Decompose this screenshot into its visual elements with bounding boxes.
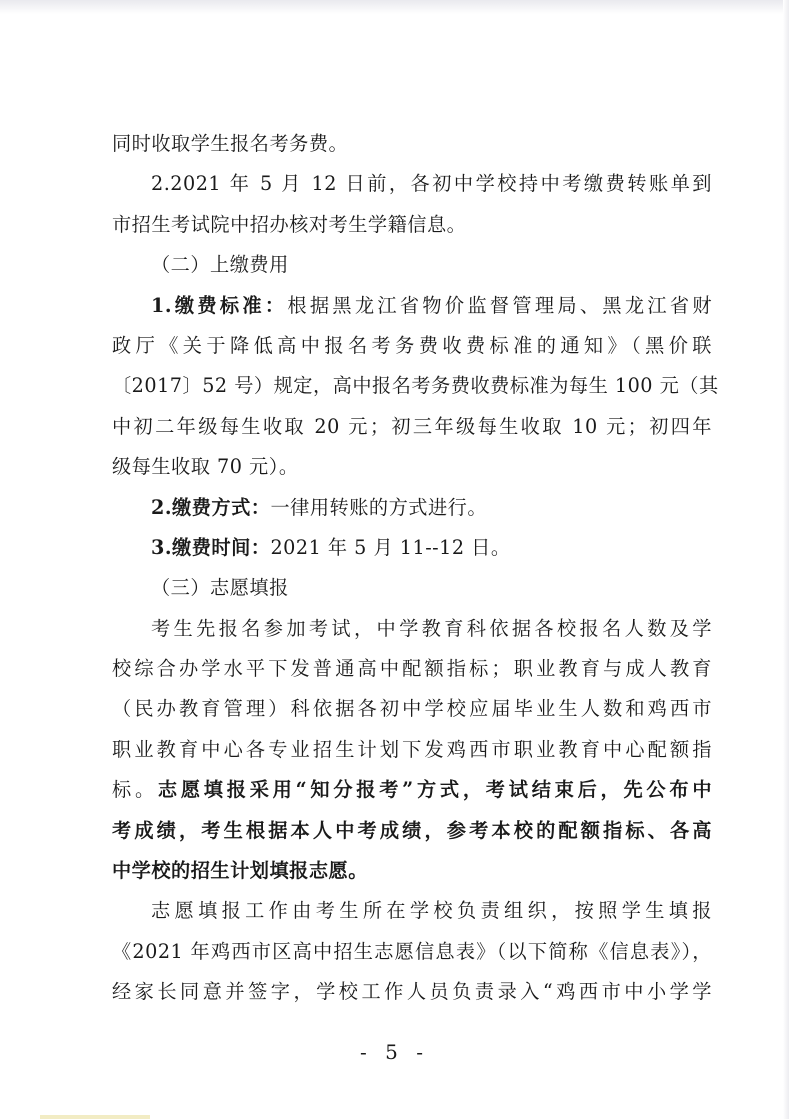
item-label: 1.缴费标准： (151, 293, 288, 317)
paragraph-line: 市招生考试院中招办核对考生学籍信息。 (112, 212, 467, 236)
paragraph-line: 志愿填报工作由考生所在学校负责组织，按照学生填报 (151, 899, 712, 923)
paragraph-line: 级每生收取 70 元）。 (112, 455, 299, 479)
paragraph-line: 政厅《关于降低高中报名考务费收费标准的通知》（黑价联 (112, 333, 712, 357)
paragraph-line (112, 286, 712, 326)
item-text: 2021 年 5 月 11--12 日。 (270, 535, 511, 559)
item-text: 根据黑龙江省物价监督管理局、黑龙江省财 (287, 293, 713, 317)
scan-edge-top (0, 0, 789, 14)
item-label: 3.缴费时间： (151, 535, 271, 559)
paragraph-line: 校综合办学水平下发普通高中配额指标；职业教育与成人教育 (112, 657, 712, 681)
scan-edge-tab (40, 1115, 150, 1119)
page-number: - 5 - (360, 1040, 429, 1064)
paragraph-line: 考成绩，考生根据本人中考成绩，参考本校的配额指标、各高 (112, 818, 712, 842)
paragraph-line: 中初二年级每生收取 20 元；初三年级每生收取 10 元；初四年 (112, 414, 712, 438)
paragraph-line: 2.2021 年 5 月 12 日前，各初中学校持中考缴费转账单到 (151, 172, 712, 196)
item-text: 标。 (112, 778, 158, 802)
paragraph-line: （民办教育管理）科依据各初中学校应届毕业生人数和鸡西市 (112, 697, 712, 721)
paragraph-line (112, 488, 712, 528)
section-heading: （二）上缴费用 (151, 253, 289, 277)
paragraph-line (112, 528, 712, 568)
paragraph-line: 经家长同意并签字，学校工作人员负责录入“鸡西市中小学学 (112, 980, 712, 1004)
item-text: 一律用转账的方式进行。 (270, 495, 488, 519)
paragraph-line: 同时收取学生报名考务费。 (112, 132, 349, 155)
document-body (112, 124, 719, 1013)
paragraph-line: 考生先报名参加考试，中学教育科依据各校报名人数及学 (151, 616, 712, 640)
emphasis-text: 志愿填报采用“知分报考”方式，考试结束后，先公布中 (157, 778, 713, 802)
paragraph-line: 职业教育中心各专业招生计划下发鸡西市职业教育中心配额指 (112, 737, 712, 761)
section-heading: （三）志愿填报 (151, 576, 289, 600)
item-label: 2.缴费方式： (151, 495, 271, 519)
paragraph-line: 〔2017〕52 号）规定，高中报名考务费收费标准为每生 100 元（其 (112, 374, 719, 398)
scan-edge-right (783, 0, 789, 1119)
paragraph-line: 《2021 年鸡西市区高中招生志愿信息表》（以下简称《信息表》）， (112, 939, 712, 963)
paragraph-line (112, 770, 712, 810)
paragraph-line: 中学校的招生计划填报志愿。 (112, 859, 368, 883)
